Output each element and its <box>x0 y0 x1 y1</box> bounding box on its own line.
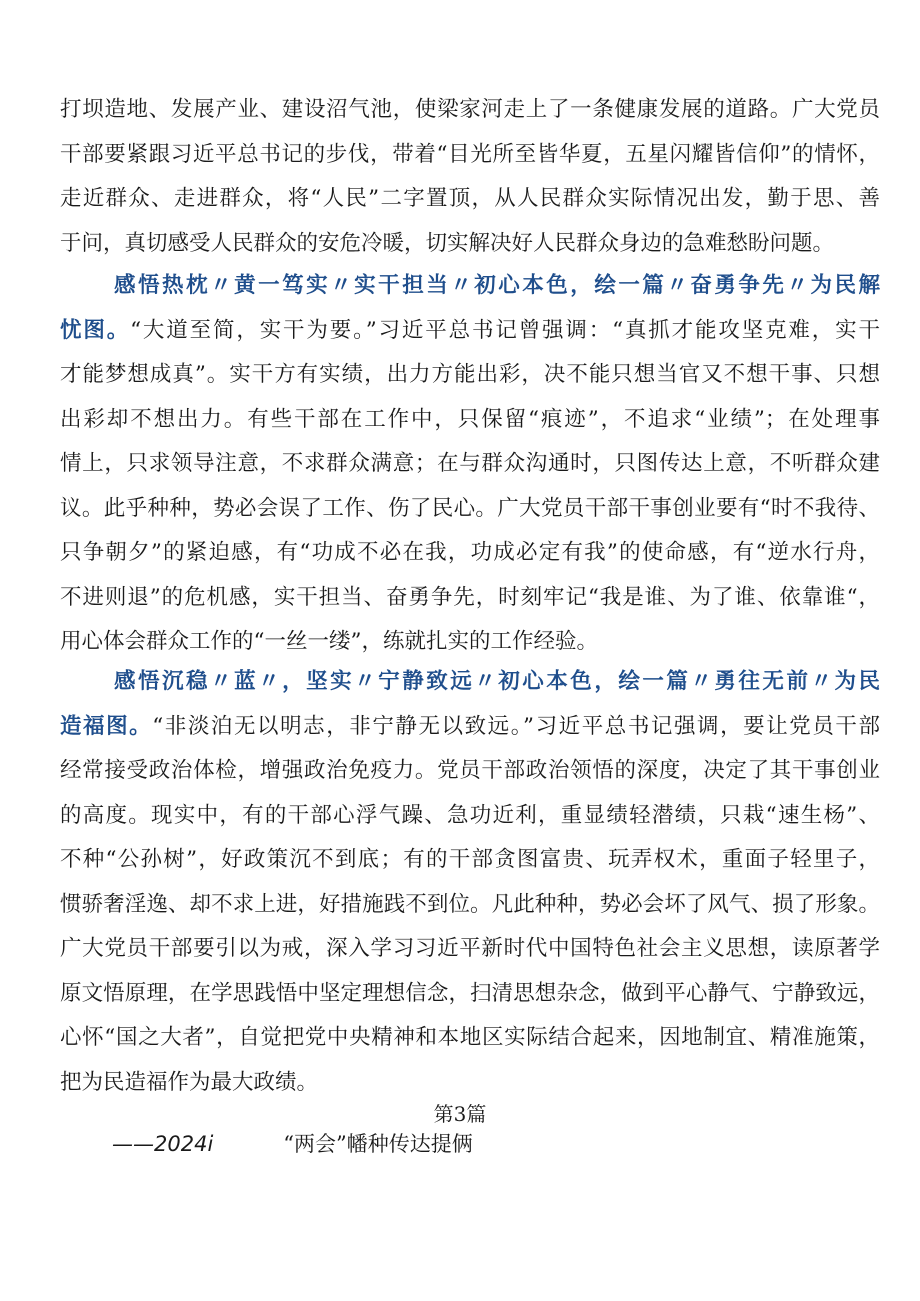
paragraph-line: 用心体会群众工作的“一丝一缕”，练就扎实的工作经验。 <box>60 629 598 654</box>
paragraph-line: 于问，真切感受人民群众的安危冷暖，切实解决好人民群众身边的急难愁盼问题。 <box>60 230 835 256</box>
paragraph-line: 不种“公孙树”，好政策沉不到底；有的干部贪图富贵、玩弄权术，重面子轻里子， <box>60 847 880 872</box>
paragraph-line: 的高度。现实中，有的干部心浮气躁、急功近利，重显绩轻潜绩，只栽“速生杨”、 <box>60 802 880 828</box>
paragraph-text: “大道至简，实干为要。”习近平总书记曾强调：“真抓才能攻坚克难，实干 <box>130 317 880 343</box>
section-heading-end: 造福图。 <box>60 713 153 739</box>
paragraph-line <box>60 705 880 750</box>
paragraph-line: 不进则退”的危机感，实干担当、奋勇争先，时刻牢记“我是谁、为了谁、依靠谁“， <box>60 584 880 610</box>
paragraph-line: 情上，只求领导注意，不求群众满意；在与群众沟通时，只图传达上意，不听群众建 <box>60 451 880 476</box>
subtitle-prefix: ——2024i <box>112 1132 214 1156</box>
subtitle-text: “两会”幡种传达提俩 <box>283 1132 473 1156</box>
section-heading-end: 忧图。 <box>60 317 131 343</box>
paragraph-line: 把为民造福作为最大政绩。 <box>60 1069 319 1095</box>
paragraph-line: 打坝造地、发展产业、建设沼气池，使梁家河走上了一条健康发展的道路。广大党员 <box>60 97 880 122</box>
paragraph-line: 出彩却不想出力。有些干部在工作中，只保留“痕迹”，不追求“业绩”；在处理事 <box>60 406 880 432</box>
paragraph-line: 广大党员干部要引以为戒，深入学习习近平新时代中国特色社会主义思想，读原著学 <box>60 936 880 961</box>
paragraph-line <box>60 309 880 354</box>
paragraph-1 <box>60 88 880 266</box>
chapter-label: 第3篇 <box>433 1102 487 1126</box>
paragraph-line: 经常接受政治体检，增强政治免疫力。党员干部政治领悟的深度，决定了其干事创业 <box>60 758 880 783</box>
paragraph-line: 走近群众、走进群众，将“人民”二字置顶，从人民群众实际情况出发，勤于思、善 <box>60 186 880 211</box>
section-heading: 感悟沉稳〃蓝〃，坚实〃宁静致远〃初心本色，绘一篇〃勇往无前〃为民 <box>114 669 880 694</box>
paragraph-3 <box>60 660 880 1105</box>
paragraph-line: 只争朝夕”的紧迫感，有“功成不必在我，功成必定有我”的使命感，有“逆水行舟， <box>60 540 880 565</box>
paragraph-line: 才能梦想成真”。实干方有实绩，出力方能出彩，决不能只想当官又不想干事、只想 <box>60 362 880 387</box>
paragraph-line: 惯骄奢淫逸、却不求上进，好措施践不到位。凡此种种，势必会坏了风气、损了形象。 <box>60 891 880 917</box>
chapter-subtitle <box>112 1128 473 1158</box>
paragraph-text: “非淡泊无以明志，非宁静无以致远。”习近平总书记强调，要让党员干部 <box>152 713 880 739</box>
paragraph-line: 议。此乎种种，势必会误了工作、伤了民心。广大党员干部干事创业要有“时不我待、 <box>60 495 880 521</box>
paragraph-2 <box>60 264 880 665</box>
paragraph-line: 干部要紧跟习近平总书记的步伐，带着“目光所至皆华夏，五星闪耀皆信仰”的情怀， <box>60 141 880 167</box>
paragraph-line: 原文悟原理，在学思践悟中坚定理想信念，扫清思想杂念，做到平心静气、宁静致远， <box>60 980 880 1006</box>
section-heading: 感悟热枕〃黄一笃实〃实干担当〃初心本色，绘一篇〃奋勇争先〃为民解 <box>114 273 880 298</box>
paragraph-line: 心怀“国之大者”，自觉把党中央精神和本地区实际结合起来，因地制宜、精准施策， <box>60 1025 880 1050</box>
